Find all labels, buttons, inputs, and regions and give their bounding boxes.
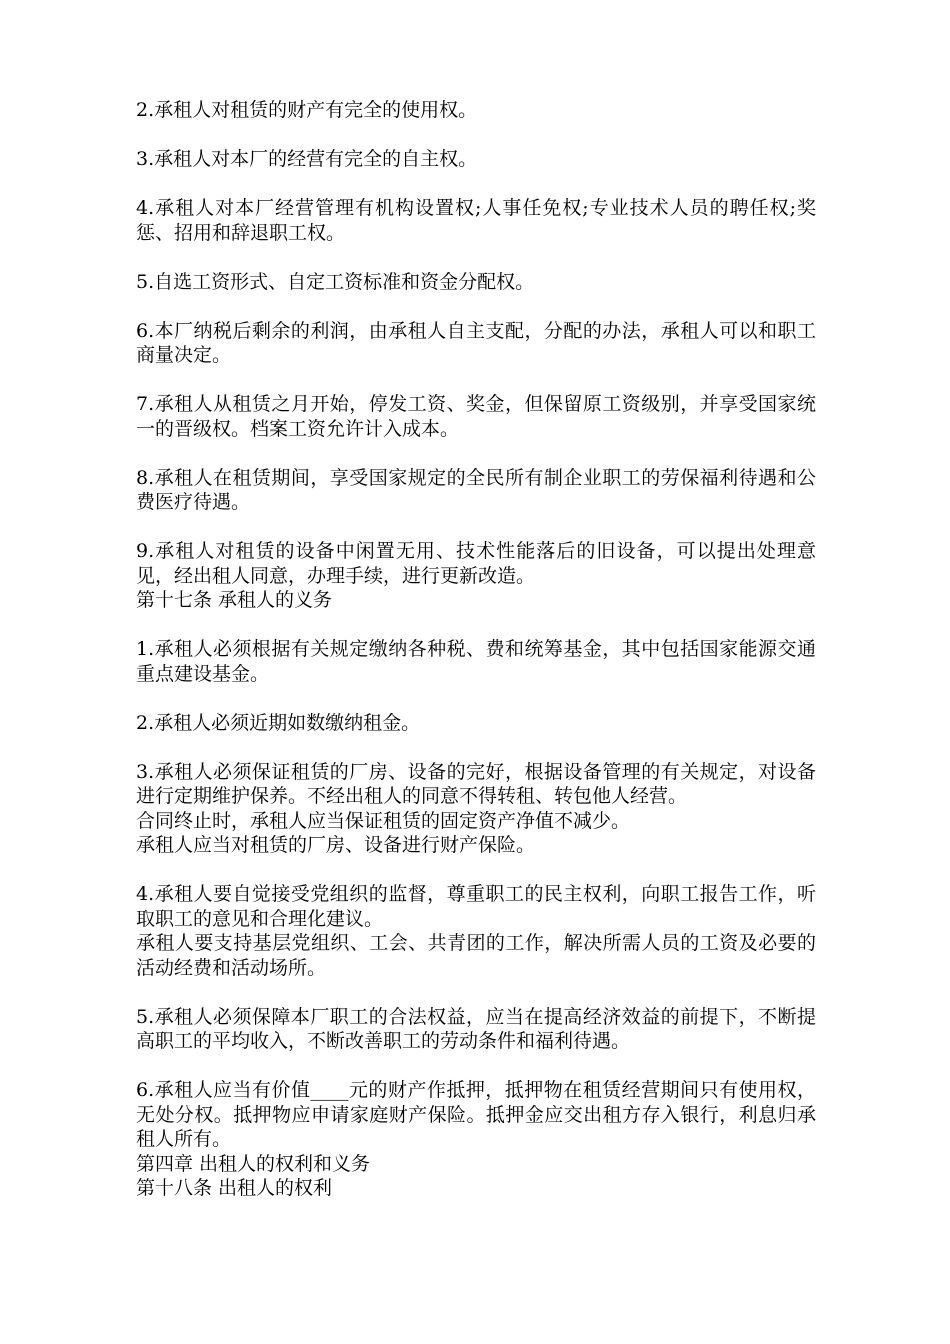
section-heading-article-18: 第十八条 出租人的权利 (136, 1177, 333, 1199)
paragraph-duty-5-rights: 5.承租人必须保障本厂职工的合法权益，应当在提高经济效益的前提下，不断提高职工的平均收入，不断改善职工的劳动条件和福利待遇。 (136, 1005, 816, 1052)
paragraph-item-2-use-right: 2.承租人对租赁的财产有完全的使用权。 (136, 99, 478, 121)
paragraph-item-6-profit: 6.本厂纳税后剩余的利润，由承租人自主支配，分配的办法，承租人可以和职工商量决定。 (136, 319, 816, 366)
paragraph-duty-1-taxes: 1.承租人必须根据有关规定缴纳各种税、费和统筹基金，其中包括国家能源交通重点建设基金。 (136, 638, 816, 685)
chapter-heading-4: 第四章 出租人的权利和义务 (136, 1152, 371, 1175)
paragraph-item-3-autonomy: 3.承租人对本厂的经营有完全的自主权。 (136, 148, 478, 170)
paragraph-duty-3-asset-value: 合同终止时，承租人应当保证租赁的固定资产净值不减少。 (136, 809, 631, 832)
paragraph-item-4-management: 4.承租人对本厂经营管理有机构设置权;人事任免权;专业技术人员的聘任权;奖惩、招用和辞退职工权。 (136, 197, 816, 244)
section-heading-article-17: 第十七条 承租人的义务 (136, 589, 333, 611)
document-body (136, 98, 816, 1201)
paragraph-duty-2-rent: 2.承租人必须近期如数缴纳租金。 (136, 711, 421, 734)
paragraph-duty-4-support: 承租人要支持基层党组织、工会、共青团的工作，解决所需人员的工资及必要的活动经费和活动场所。 (136, 932, 816, 979)
paragraph-item-9-equipment: 9.承租人对租赁的设备中闲置无用、技术性能落后的旧设备，可以提出处理意见，经出租人同意，办理手续，进行更新改造。 (136, 540, 816, 587)
paragraph-item-5-wages: 5.自选工资形式、自定工资标准和资金分配权。 (136, 270, 535, 293)
paragraph-duty-3-insurance: 承租人应当对租赁的厂房、设备进行财产保险。 (136, 834, 536, 856)
paragraph-duty-3-maintenance: 3.承租人必须保证租赁的厂房、设备的完好，根据设备管理的有关规定，对设备进行定期维护保养。不经出租人的同意不得转租、转包他人经营。 (136, 760, 816, 807)
paragraph-item-7-salary: 7.承租人从租赁之月开始，停发工资、奖金，但保留原工资级别，并享受国家统一的晋级权。档案工资允许计入成本。 (136, 393, 816, 440)
paragraph-duty-4-supervision: 4.承租人要自觉接受党组织的监督，尊重职工的民主权利，向职工报告工作，听取职工的意见和合理化建议。 (136, 883, 816, 930)
paragraph-duty-6-mortgage: 6.承租人应当有价值____元的财产作抵押，抵押物在租赁经营期间只有使用权，无处分权。抵押物应申请家庭财产保险。抵押金应交出租方存入银行，利息归承租人所有。 (136, 1079, 816, 1150)
paragraph-item-8-welfare: 8.承租人在租赁期间，享受国家规定的全民所有制企业职工的劳保福利待遇和公费医疗待遇。 (136, 466, 816, 513)
